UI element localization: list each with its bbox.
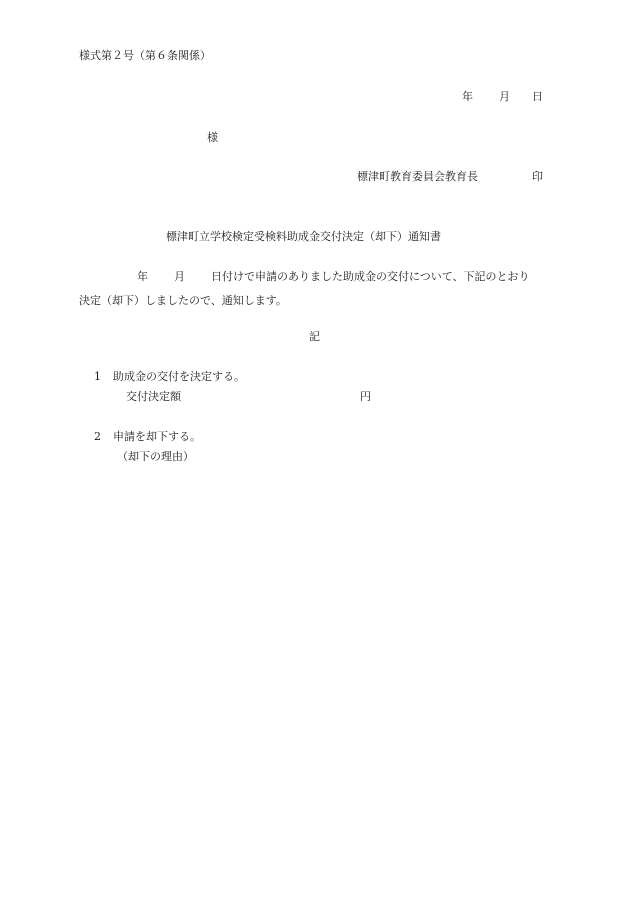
item-1-text: 助成金の交付を決定する。 [113, 370, 245, 383]
date-year: 年 [462, 90, 473, 103]
body-line-1 [79, 265, 553, 289]
body-year: 年 [137, 270, 148, 283]
date-day: 日 [532, 90, 543, 103]
item-1-amount-unit: 円 [360, 390, 371, 403]
body-paragraph [79, 265, 553, 313]
item-2-text: 申請を却下する。 [113, 430, 201, 443]
body-month: 月 [174, 270, 185, 283]
body-text-1: 日付けで申請のありました助成金の交付について、下記のとおり [211, 270, 530, 283]
item-2-number: 2 [94, 430, 101, 443]
item-1-number: 1 [94, 370, 101, 383]
ki-heading: 記 [309, 330, 320, 343]
date-line [462, 90, 543, 104]
seal-mark: 印 [532, 170, 543, 183]
item-1-amount-label: 交付決定額 [126, 390, 181, 403]
date-month: 月 [499, 90, 510, 103]
item-2 [94, 430, 201, 444]
body-line-2: 決定（却下）しましたので、通知します。 [79, 294, 287, 307]
sender-title: 標津町教育委員会教育長 [357, 170, 478, 183]
addressee-suffix: 様 [207, 131, 218, 144]
document-title: 標津町立学校検定受検料助成金交付決定（却下）通知書 [166, 230, 441, 243]
item-1 [94, 370, 245, 384]
form-number: 様式第２号（第６条関係） [79, 49, 211, 62]
item-2-reason-label: （却下の理由） [117, 450, 194, 463]
